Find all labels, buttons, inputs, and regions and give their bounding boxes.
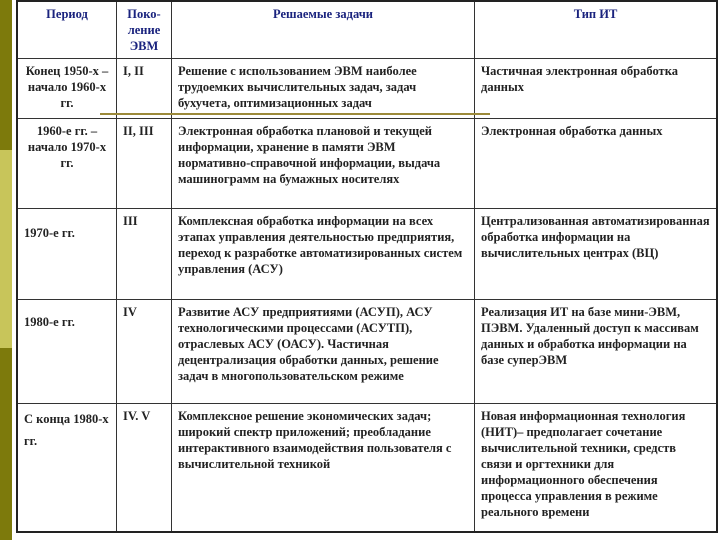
decor-strip bbox=[0, 348, 12, 540]
table-row bbox=[17, 209, 717, 300]
decor-line bbox=[100, 113, 490, 115]
header-tasks: Решаемые задачи bbox=[172, 1, 475, 59]
cell-it-type: Реализация ИТ на базе мини-ЭВМ, ПЭВМ. Удаленный доступ к массивам данных и обработка информации на базе суперЭВМ bbox=[475, 300, 718, 404]
cell-generation: II, III bbox=[117, 119, 172, 209]
cell-generation: IV bbox=[117, 300, 172, 404]
decor-strip bbox=[0, 0, 12, 150]
cell-period: С конца 1980-х гг. bbox=[17, 404, 117, 532]
header-it-type: Тип ИТ bbox=[475, 1, 718, 59]
cell-tasks: Комплексная обработка информации на всех этапах управления деятельностью предприятия, переход к разработке автоматизированных систем управления (АСУ) bbox=[172, 209, 475, 300]
cell-tasks: Развитие АСУ предприятиями (АСУП), АСУ технологическими процессами (АСУТП), отраслевых АСУ (ОАСУ). Частичная децентрализация обработки данных, решение задач в многопользовательском режиме bbox=[172, 300, 475, 404]
cell-period: Конец 1950-х – начало 1960-х гг. bbox=[17, 59, 117, 119]
table-header bbox=[17, 1, 717, 59]
header-period: Период bbox=[17, 1, 117, 59]
it-evolution-table bbox=[16, 0, 718, 533]
header-generation: Поко-ление ЭВМ bbox=[117, 1, 172, 59]
table-row bbox=[17, 119, 717, 209]
table-row bbox=[17, 300, 717, 404]
cell-period: 1980-е гг. bbox=[17, 300, 117, 404]
decor-strip bbox=[0, 150, 12, 348]
cell-generation: I, II bbox=[117, 59, 172, 119]
cell-period: 1970-е гг. bbox=[17, 209, 117, 300]
cell-period: 1960-е гг. – начало 1970-х гг. bbox=[17, 119, 117, 209]
cell-tasks: Решение с использованием ЭВМ наиболее трудоемких вычислительных задач, задач бухучета, оптимизационных задач bbox=[172, 59, 475, 119]
cell-it-type: Централизованная автоматизированная обработка информации на вычислительных центрах (ВЦ) bbox=[475, 209, 718, 300]
cell-generation: III bbox=[117, 209, 172, 300]
cell-tasks: Электронная обработка плановой и текущей информации, хранение в памяти ЭВМ нормативно-справочной информации, выдача машинограмм на бумажных носителях bbox=[172, 119, 475, 209]
table-row bbox=[17, 59, 717, 119]
table-row bbox=[17, 404, 717, 532]
cell-tasks: Комплексное решение экономических задач; широкий спектр приложений; преобладание интерактивного взаимодействия пользователя с вычислительной техникой bbox=[172, 404, 475, 532]
cell-it-type: Электронная обработка данных bbox=[475, 119, 718, 209]
cell-generation: IV. V bbox=[117, 404, 172, 532]
cell-it-type: Частичная электронная обработка данных bbox=[475, 59, 718, 119]
cell-it-type: Новая информационная технология (НИТ)– предполагает сочетание вычислительной техники, средств связи и оргтехники для информационного обеспечения процесса управления в режиме реального времени bbox=[475, 404, 718, 532]
